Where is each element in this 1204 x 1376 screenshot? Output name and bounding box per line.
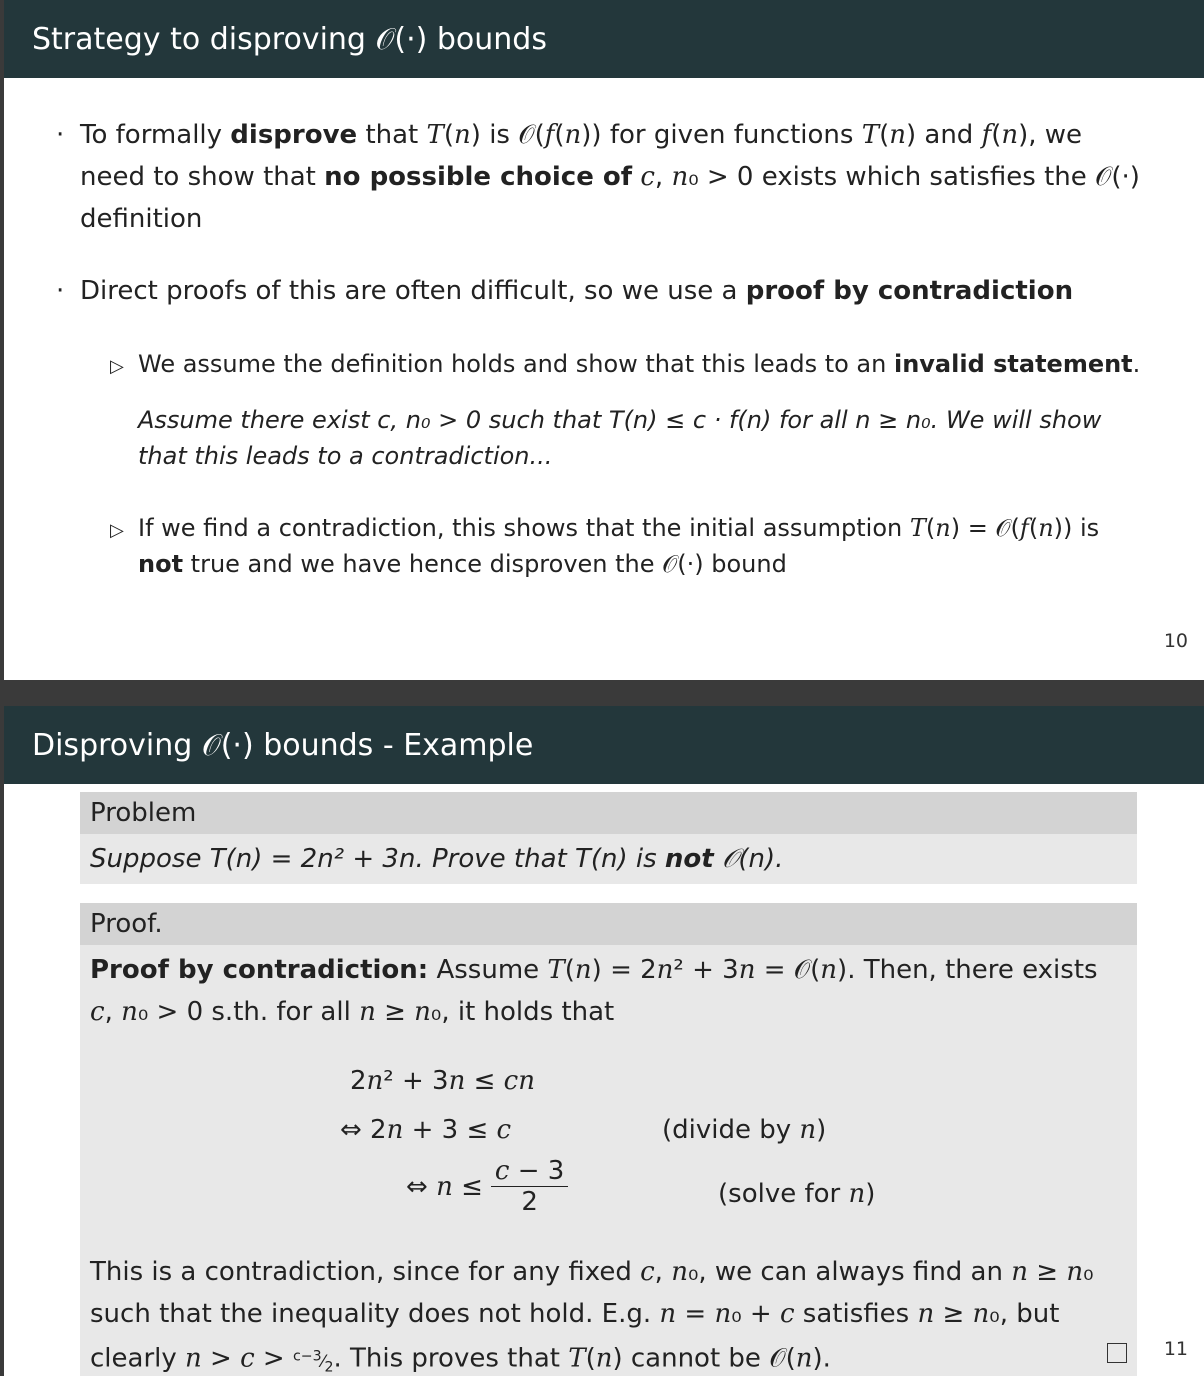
problem-heading: Problem [80, 792, 1137, 834]
bullet-dot: · [56, 276, 65, 306]
equation-2-note: (divide by n) [662, 1115, 827, 1145]
equation-2: ⇔ 2n + 3 ≤ c [340, 1115, 512, 1145]
sub-bullet-1: We assume the definition holds and show that this leads to an invalid statement. [138, 350, 1141, 378]
slide-11 [4, 706, 1204, 1376]
equation-3-left: ⇔ n ≤ [406, 1171, 483, 1202]
bullet-2-text: Direct proofs of this are often difficult, so we use a proof by contradiction [80, 276, 1074, 306]
slide-title-bar [4, 0, 1204, 78]
bullet-dot: · [56, 120, 65, 150]
sub-bullet-2-line-1: If we find a contradiction, this shows that the initial assumption T(n) = 𝒪(f(n)) is [138, 514, 1100, 542]
equation-3-note: (solve for n) [718, 1179, 876, 1209]
bullet-1-line-1: To formally disprove that T(n) is 𝒪(f(n)) for given functions T(n) and f(n), we [80, 120, 1083, 150]
fraction [491, 1156, 568, 1217]
proof-intro [80, 945, 1137, 1033]
equation-1: 2n² + 3n ≤ cn [350, 1066, 535, 1096]
sub-bullet-2-line-2: not true and we have hence disproven the 𝒪(·) bound [138, 550, 787, 578]
problem-statement: Suppose T(n) = 2n² + 3n. Prove that T(n) is not 𝒪(n). [90, 844, 784, 874]
proof-block [80, 903, 1137, 1376]
conclusion-line-1: This is a contradiction, since for any fixed c, n₀, we can always find an n ≥ n₀ [90, 1257, 1094, 1287]
sub-bullet-1-italic [138, 402, 1101, 474]
bullet-1-text [80, 114, 1140, 240]
slide-title: Disproving 𝒪(·) bounds - Example [32, 728, 534, 763]
fraction-numerator: c − 3 [491, 1156, 568, 1187]
conclusion-line-3: clearly $n > c > ^{c-3}⁄_2$. This proves that T(n) cannot be 𝒪(n). [90, 1343, 831, 1376]
proof-heading: Proof. [80, 903, 1137, 945]
bullet-1-line-3: definition [80, 204, 203, 234]
proof-line-2: c, n₀ > 0 s.th. for all n ≥ n₀, it holds that [90, 997, 615, 1027]
italic-line-2: that this leads to a contradiction... [138, 442, 553, 470]
page-number: 11 [1163, 1338, 1188, 1360]
qed-square-icon [1107, 1343, 1127, 1363]
conclusion [80, 1251, 1137, 1376]
bullet-1-line-2: need to show that no possible choice of c, n₀ > 0 exists which satisfies the 𝒪(·) [80, 162, 1140, 192]
equation-3 [406, 1156, 568, 1217]
conclusion-line-2: such that the inequality does not hold. E.g. n = n₀ + c satisfies n ≥ n₀, but [90, 1299, 1060, 1329]
sub-bullet-2 [138, 510, 1099, 582]
triangle-bullet-icon: ▷ [110, 356, 124, 377]
proof-line-1: Proof by contradiction: Assume T(n) = 2n² + 3n = 𝒪(n). Then, there exists [90, 955, 1098, 985]
slide-title-bar [4, 706, 1204, 784]
slide-title: Strategy to disproving 𝒪(·) bounds [32, 22, 547, 57]
page-number: 10 [1163, 630, 1188, 652]
problem-block [80, 792, 1137, 884]
triangle-bullet-icon: ▷ [110, 520, 124, 541]
slide-10 [4, 0, 1204, 680]
fraction-denominator: 2 [521, 1187, 538, 1217]
italic-line-1: Assume there exist c, n₀ > 0 such that T(n) ≤ c · f(n) for all n ≥ n₀. We will show [138, 406, 1102, 434]
